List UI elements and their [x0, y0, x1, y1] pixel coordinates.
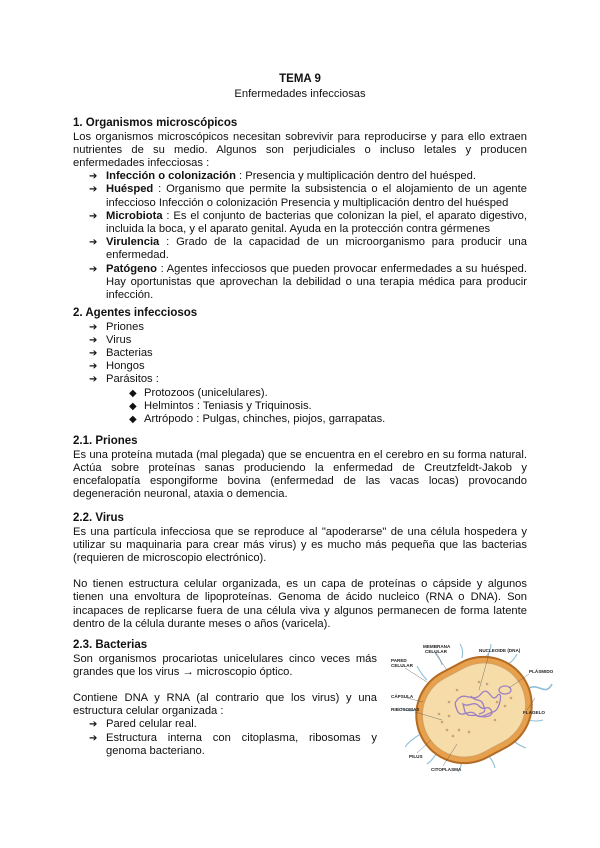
label-citoplasma: CITOPLASMA: [431, 767, 462, 772]
definition-term: Virulencia: [106, 236, 160, 249]
section-agentes: [73, 307, 527, 426]
label-pared-2: CELULAR: [391, 663, 413, 668]
definition-item: [73, 183, 527, 209]
label-pared: PARED: [391, 658, 407, 663]
paragraph: No tienen estructura celular organizada, es un capa de proteínas o cápside y algunos tienen una envoltura de lipoproteínas. Genoma de ácido nucleico (RNA o DNA). Son incapaces de replicarse fuera de una célula viva y algunos permanecen de forma latente dentro de la célula durante meses o años (varicela).: [73, 578, 527, 630]
parasite-list: [73, 387, 527, 427]
flagellum: [527, 684, 552, 690]
paragraph: Son organismos procariotas unicelulares cinco veces más grandes que los virus → microscopio óptico.: [73, 652, 377, 678]
cell-wall: [407, 648, 540, 772]
list-item: ➔ Virus: [73, 334, 527, 347]
definition-text: : Grado de la capacidad de un microorganismo para producir una enfermedad.: [106, 236, 527, 262]
list-item: ➔ Pared celular real.: [73, 718, 377, 731]
section-organismos: [73, 117, 527, 302]
section-intro: Los organismos microscópicos necesitan sobrevivir para reproducirse y para ello extraen nutrientes de su medio. Algunos son perjudiciales o incluso letales y producen enfermedades infecciosas :: [73, 130, 527, 169]
label-plasmido: PLÁSMIDO: [529, 669, 554, 674]
section-bacterias: [73, 639, 377, 758]
paragraph: Es una partícula infecciosa que se reproduce al "apoderarse" de una célula hospedera y utilizar su maquinaria para crear más virus) y es mucho más pequeña que las bacterias (requieren de microscopio electrónico).: [73, 525, 527, 564]
list-item: ➔ Hongos: [73, 360, 527, 373]
definition-term: Microbiota: [106, 209, 163, 222]
list-item: ◆ Protozoos (unicelulares).: [73, 387, 527, 400]
definition-term: Infección o colonización: [106, 170, 236, 183]
section-virus: [73, 512, 527, 631]
definition-item: [73, 170, 527, 183]
agent-list: [73, 321, 527, 387]
section-heading: 2.1. Priones: [73, 435, 138, 447]
list-item: ➔ Priones: [73, 321, 527, 334]
section-priones: [73, 435, 527, 501]
list-item: ◆ Helmintos : Teniasis y Triquinosis.: [73, 400, 527, 413]
document-title: TEMA 9: [279, 73, 321, 85]
label-membrana: MEMBRANA: [423, 644, 451, 649]
definition-term: Patógeno: [106, 262, 157, 275]
definition-text: : Agentes infecciosos que pueden provocar enfermedades a su huésped. Hay oportunistas que aprovechan la debilidad o una terapia médica para producir infección.: [106, 262, 527, 301]
list-item: ◆ Artrópodo : Pulgas, chinches, piojos, garrapatas.: [73, 413, 527, 426]
label-capsula: CÁPSULA: [391, 694, 414, 699]
paragraph: Es una proteína mutada (mal plegada) que se encuentra en el cerebro en su forma natural. Actúa sobre proteínas sanas produciendo la enfermedad de Creutzfeldt-Jakob y encefalopatía espongiforme bovina (enfermedad de las vacas locas) provocando degeneración neuronal, ataxia o demencia.: [73, 448, 527, 501]
definition-term: Huésped: [106, 183, 154, 196]
definition-item: [73, 210, 527, 236]
definition-text: : Presencia y multiplicación dentro del huésped.: [235, 170, 476, 183]
label-ribosomas: RIBOSOMAS: [391, 707, 420, 712]
label-pilus: PILUS: [409, 754, 423, 759]
label-nucleoide: NUCLEOIDE (DNA): [479, 648, 521, 653]
list-item: ➔ Bacterias: [73, 347, 527, 360]
definition-text: : Es el conjunto de bacterias que colonizan la piel, el aparato digestivo, incluida la boca, y el aparato genital. Ayuda en la protección contra gérmenes: [106, 209, 527, 235]
definition-list: [73, 170, 527, 302]
definition-item: [73, 236, 527, 262]
label-flagelo: FLAGELO: [523, 710, 545, 715]
section-heading: 2.2. Virus: [73, 512, 124, 524]
paragraph: Contiene DNA y RNA (al contrario que los virus) y una estructura celular organizada :: [73, 691, 377, 718]
bacteria-structure-list: [73, 718, 377, 758]
bacterium-diagram: [387, 640, 557, 775]
section-heading: 2.3. Bacterias: [73, 639, 148, 651]
list-item: ➔ Parásitos :: [73, 373, 527, 386]
section-heading: 1. Organismos microscópicos: [73, 117, 238, 129]
document-subtitle: Enfermedades infecciosas: [234, 88, 366, 100]
definition-item: [73, 263, 527, 303]
label-membrana-2: CELULAR: [425, 649, 447, 654]
list-item: ➔ Estructura interna con citoplasma, ribosomas y genoma bacteriano.: [73, 732, 377, 758]
definition-text: : Organismo que permite la subsistencia o el alojamiento de un agente infeccioso Infección o colonización Presencia y multiplicación dentro del huésped: [106, 183, 527, 209]
section-heading: 2. Agentes infecciosos: [73, 307, 198, 319]
